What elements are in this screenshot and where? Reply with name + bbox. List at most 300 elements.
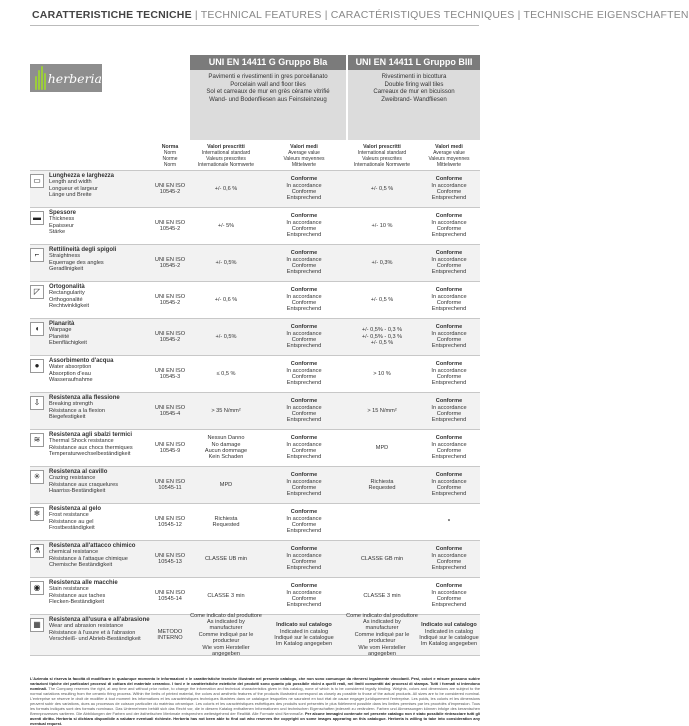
cell-line: In accordance	[431, 330, 467, 337]
prescribed-bia-cell	[190, 430, 262, 466]
cell-line: In accordance	[286, 515, 322, 522]
feature-translation: Rechtwinkligkeit	[49, 303, 90, 310]
cell-line: Wie vom Hersteller angegeben	[202, 644, 250, 658]
icon-cell	[30, 356, 46, 392]
cell-line: In accordance	[286, 330, 322, 337]
cell-line: No damage	[211, 441, 241, 448]
column-header-line: Valori prescritti	[207, 144, 245, 150]
norm-cell	[150, 356, 190, 392]
feature-name-cell	[46, 282, 150, 318]
cell-line: Entsprechend	[431, 491, 467, 498]
feature-translation: Frost resistance	[49, 512, 89, 519]
column-header-norm	[150, 142, 190, 170]
feature-name-cell	[46, 319, 150, 355]
icon-cell	[30, 467, 46, 503]
cell-line: Conforme	[290, 509, 318, 516]
column-header-prescribed-bia	[190, 142, 262, 170]
cell-line: Come indicato dal produttore	[346, 612, 418, 619]
cell-line: Conforme	[435, 250, 463, 257]
cell-line: Conforme	[436, 300, 462, 306]
cell-line: Entsprechend	[286, 306, 322, 313]
cell-line: Conforme	[435, 176, 463, 183]
cell-line: Wie vom Hersteller angegeben	[358, 644, 406, 658]
table-row	[30, 244, 480, 281]
norm-cell	[150, 615, 190, 655]
average-biii-cell	[418, 393, 480, 429]
prescribed-bia-cell	[190, 541, 262, 577]
cell-line: In accordance	[286, 478, 322, 485]
cell-line: In accordance	[431, 293, 467, 300]
cell-line: Conforme	[290, 250, 318, 257]
cell-line: Conforme	[435, 361, 463, 368]
average-bia-cell	[262, 319, 346, 355]
table-row	[30, 540, 480, 577]
column-header-line: Valori prescritti	[363, 144, 401, 150]
features-table	[30, 170, 480, 656]
cell-line: UNI EN ISO	[154, 515, 186, 522]
cell-line: UNI EN ISO	[154, 367, 186, 374]
group-desc-line: Rivestimenti in bicottura	[381, 73, 447, 80]
cell-line: 10545-12	[158, 522, 182, 528]
norm-cell	[150, 319, 190, 355]
average-bia-cell	[262, 615, 346, 655]
feature-name: Rettilineità degli spigoli	[49, 247, 117, 253]
prescribed-biii-cell	[346, 578, 418, 614]
feature-translation: Rectangularity	[49, 290, 85, 297]
column-header-line: Internationale Normwerte	[353, 162, 411, 168]
cell-line: Conforme	[436, 596, 462, 602]
cell-line: CLASSE GB min	[360, 555, 404, 562]
column-header-line: Mittelwerte	[436, 162, 462, 168]
cell-line: In accordance	[431, 404, 467, 411]
feature-name: Resistenza all'usura e all'abrasione	[49, 617, 150, 623]
norm-cell	[150, 541, 190, 577]
average-bia-cell	[262, 578, 346, 614]
feature-name-cell	[46, 541, 150, 577]
cell-line: Conforme	[436, 189, 462, 195]
cell-line: 10545-13	[158, 559, 182, 565]
thermal-shock-icon: ≋	[30, 433, 44, 447]
cell-line: Conforme	[291, 448, 317, 454]
feature-translation: Biegefestigkeit	[49, 414, 86, 421]
prescribed-bia-cell	[190, 578, 262, 614]
feature-translation: Résistance au gel	[49, 518, 94, 525]
cell-line: +/- 0,5%	[215, 333, 237, 340]
norm-cell	[150, 171, 190, 207]
cell-line: Entsprechend	[286, 602, 322, 609]
cell-line: Conforme	[436, 448, 462, 454]
feature-translation: Thickness	[49, 216, 75, 223]
average-biii-cell	[418, 208, 480, 244]
column-header-line: Valeurs prescrites	[362, 156, 402, 162]
cell-line: Indiqué sur le catalogue	[274, 635, 334, 641]
feature-name: Resistenza alle macchie	[49, 580, 118, 586]
feature-translation: Résistance aux craquelures	[49, 481, 119, 488]
group-description	[348, 70, 480, 103]
cell-line: +/- 10 %	[371, 222, 393, 229]
column-header-line: International standard	[357, 150, 407, 156]
cell-line: Conforme	[435, 546, 463, 553]
title-main: CARATTERISTICHE TECNICHE	[32, 9, 192, 21]
prescribed-bia-cell	[190, 171, 262, 207]
cell-line: Conforme	[435, 398, 463, 405]
column-header-line: Valori medi	[290, 144, 318, 150]
feature-name-cell	[46, 504, 150, 540]
column-header-line: Valeurs moyennes	[428, 156, 470, 162]
cell-line: +/- 0,5% - 0,3 %	[361, 327, 403, 334]
cell-line: Conforme	[436, 559, 462, 565]
prescribed-biii-cell	[346, 541, 418, 577]
feature-translation: chemical resistance	[49, 549, 99, 556]
average-bia-cell	[262, 467, 346, 503]
cell-line: Richiesta	[214, 515, 238, 522]
water-drop-icon: ●	[30, 359, 44, 373]
cell-line: Entsprechend	[286, 417, 322, 424]
cell-line: Aucun dommage	[204, 448, 248, 454]
cell-line: Entsprechend	[286, 195, 322, 202]
average-biii-cell	[418, 356, 480, 392]
cell-line: 10545-14	[158, 596, 182, 602]
average-biii-cell	[418, 467, 480, 503]
feature-translation: Ebenflächigkeit	[49, 340, 87, 347]
norm-cell	[150, 504, 190, 540]
icon-cell	[30, 430, 46, 466]
cell-line: Conforme	[291, 226, 317, 232]
feature-name: Ortogonalità	[49, 284, 85, 290]
average-biii-cell	[418, 282, 480, 318]
cell-line: Entsprechend	[286, 269, 322, 276]
feature-translation: Equerrage des angles	[49, 259, 104, 266]
cell-line: Conforme	[291, 189, 317, 195]
cell-line: Entsprechend	[431, 232, 467, 239]
group-desc-line: Carreaux de mur en bicuisson	[373, 88, 455, 96]
average-bia-cell	[262, 356, 346, 392]
feature-translation: Résistance à l'attaque chimique	[49, 555, 128, 562]
cell-line: UNI EN ISO	[154, 552, 186, 559]
page-title	[32, 9, 689, 21]
norm-cell	[150, 430, 190, 466]
prescribed-biii-cell	[346, 245, 418, 281]
average-biii-cell	[418, 615, 480, 655]
icon-cell	[30, 615, 46, 655]
cell-line: Conforme	[436, 226, 462, 232]
icon-cell	[30, 245, 46, 281]
table-row	[30, 614, 480, 656]
average-bia-cell	[262, 208, 346, 244]
cell-line: > 35 N/mm²	[211, 407, 241, 414]
cell-line: Entsprechend	[286, 565, 322, 572]
column-header-line: Norme	[162, 156, 178, 162]
cell-line: UNI EN ISO	[154, 589, 186, 596]
column-header-line: Average value	[288, 150, 320, 156]
cell-line: 10545-2	[159, 263, 181, 269]
cell-line: Conforme	[290, 583, 318, 590]
group-header-biii	[348, 55, 480, 140]
cell-line: Nessun Danno	[207, 435, 245, 442]
cell-line: Conforme	[291, 596, 317, 602]
cell-line: Entsprechend	[431, 565, 467, 572]
cell-line: Entsprechend	[431, 454, 467, 461]
cell-line: Conforme	[290, 398, 318, 405]
cell-line: Conforme	[290, 435, 318, 442]
icon-cell	[30, 504, 46, 540]
column-header-line: Average value	[433, 150, 465, 156]
cell-line: Conforme	[290, 176, 318, 183]
column-header-line: Valori medi	[435, 144, 463, 150]
table-row	[30, 577, 480, 614]
cell-line: +/- 0,5% - 0,3 %	[361, 333, 403, 340]
prescribed-bia-cell	[190, 319, 262, 355]
norm-cell	[150, 393, 190, 429]
group-desc-line: Sol et carreaux de mur en grès cérame vitrifié	[206, 88, 330, 96]
cell-line: Conforme	[291, 374, 317, 380]
table-row	[30, 392, 480, 429]
feature-translation: Absorption d'eau	[49, 370, 91, 377]
cell-line: Conforme	[436, 485, 462, 491]
disclaimer-lead: L'Azienda si riserva la facoltà di modificare in qualunque momento le informazioni e le caratteristiche tecniche illustrate nel presente catalogo, che non sono comunque da ritenersi legalmente vincolanti. Pesi, colori e misure possono subire variazioni tipiche dei particolari processi di cottura del materiale ceramico. I toni e le caratteristiche estetiche dei prodotti sono quanto più possibile vicini a quelli reali, nei limiti consentiti dai processi di stampa. Tutti i formati si intendono nominali.	[30, 676, 480, 691]
cell-line: In accordance	[286, 589, 322, 596]
feature-translation: Chemische Beständigkeit	[49, 562, 113, 569]
table-row	[30, 281, 480, 318]
prescribed-bia-cell	[190, 612, 262, 658]
cell-line: +/- 0,5%	[215, 259, 237, 266]
column-header-line: International standard	[201, 150, 251, 156]
cell-line: Conforme	[436, 337, 462, 343]
icon-cell	[30, 541, 46, 577]
thickness-icon: ▬	[30, 211, 44, 225]
average-bia-cell	[262, 393, 346, 429]
crazing-icon: ✳	[30, 470, 44, 484]
cell-line: Entsprechend	[431, 343, 467, 350]
cell-line: In accordance	[286, 367, 322, 374]
prescribed-biii-cell	[346, 612, 418, 658]
cell-line: Indicated in catalog	[424, 628, 474, 635]
cell-line: Conforme	[435, 324, 463, 331]
feature-translation: Résistance à l'usure et à l'abrasion	[49, 629, 136, 636]
cell-line: CLASSE 3 min	[207, 592, 245, 599]
prescribed-bia-cell	[190, 245, 262, 281]
feature-translation: Haarriss-Beständigkeit	[49, 488, 106, 495]
cell-line: Conforme	[436, 374, 462, 380]
cell-line: Conforme	[290, 361, 318, 368]
cell-line: In accordance	[286, 552, 322, 559]
average-biii-cell	[418, 541, 480, 577]
average-bia-cell	[262, 171, 346, 207]
feature-name: Resistenza al cavillo	[49, 469, 108, 475]
cell-line: Entsprechend	[431, 417, 467, 424]
cell-line: In accordance	[431, 182, 467, 189]
column-header-line: Norma	[161, 144, 179, 150]
average-biii-cell	[418, 319, 480, 355]
cell-line: Conforme	[291, 263, 317, 269]
icon-cell	[30, 393, 46, 429]
feature-translation: Stain resistance	[49, 586, 89, 593]
table-row	[30, 355, 480, 392]
cell-line: Conforme	[291, 300, 317, 306]
cell-line: Conforme	[291, 559, 317, 565]
cell-line: Im Katalog angegeben	[275, 641, 333, 648]
feature-translation: Straightness	[49, 253, 81, 260]
cell-line: In accordance	[431, 367, 467, 374]
cell-line: *	[447, 518, 451, 525]
feature-name: Resistenza all'attacco chimico	[49, 543, 136, 549]
average-biii-cell	[418, 430, 480, 466]
cell-line: Entsprechend	[431, 602, 467, 609]
cell-line: Conforme	[290, 324, 318, 331]
cell-line: Conforme	[435, 213, 463, 220]
cell-line: Conforme	[290, 287, 318, 294]
feature-name-cell	[46, 393, 150, 429]
feature-name: Spessore	[49, 210, 77, 216]
cell-line: Conforme	[290, 472, 318, 479]
cell-line: MPD	[219, 481, 233, 488]
feature-translation: Length and width	[49, 179, 92, 186]
cell-line: In accordance	[431, 256, 467, 263]
herberia-logo	[30, 64, 102, 92]
cell-line: Come indicato dal produttore	[190, 612, 262, 619]
cell-line: As indicated by manufacturer	[363, 618, 401, 632]
cell-line: Entsprechend	[431, 380, 467, 387]
feature-translation: Water absorption	[49, 364, 92, 371]
prescribed-biii-cell	[346, 504, 418, 540]
prescribed-biii-cell	[346, 208, 418, 244]
feature-translation: Epaisseur	[49, 222, 74, 229]
cell-line: Indiqué sur le catalogue	[419, 635, 479, 641]
cell-line: UNI EN ISO	[154, 404, 186, 411]
chemical-icon: ⚗	[30, 544, 44, 558]
abrasion-icon: ▦	[30, 618, 44, 632]
disclaimer-body: The Company reserves the right, at any time and without prior notice, to change the information and technical characteristics given in this catalog, none of which is to be considered legally binding. Weights, colors and dimensions are subject to the normal variations resulting from the ceramic firing process. Within the limits of printed material, the colors and aesthetic features of the products illustrated correspond as closely as possible to those of the actual products. All sizes are to be considered nominal. L'entreprise se réserve le droit de modifier à tout moment les informations et les caractéristiques techniques illustrées dans ce catalogue lesquelles ne sauraient en tout état de cause engager juridiquement l'entreprise. Les poids, les coloris et les dimensions peuvent subir des variations, dues au processus de cuisson particulier du matériau céramique. Les coloris et les caractéristiques esthétiques des produits sont présentés le plus fidèlement possible dans les limites permises par les procédés d'impression. Tous les formats indiqués sont des formats nominaux. Das Unternehmen behält sich das Recht vor, die in diesem Katalog enthaltenen Informationen und technischen Eigenschaften jederzeit zu verändern. Farben und Abmessungen können infolge des keramischen Brennprozesses variieren. Die Abbildungen der Farben und der ästhetischen Merkmale entsprechen weitestgehend der Realität. Alle Formate sind Nennmaße.	[30, 686, 480, 716]
feature-name-cell	[46, 356, 150, 392]
norm-cell	[150, 282, 190, 318]
feature-name: Lunghezza e larghezza	[49, 173, 115, 179]
prescribed-biii-cell	[346, 430, 418, 466]
prescribed-bia-cell	[190, 393, 262, 429]
cell-line: As indicated by manufacturer	[207, 618, 245, 632]
feature-translation: Breaking strength	[49, 401, 93, 408]
group-title: UNI EN 14411 L Gruppo BIII	[348, 55, 480, 70]
feature-translation: Stärke	[49, 229, 66, 236]
column-header-prescribed-biii	[346, 142, 418, 170]
cell-line: Conforme	[290, 213, 318, 220]
cell-line: +/- 5%	[217, 222, 235, 229]
column-header-line: Valeurs moyennes	[283, 156, 325, 162]
cell-line: MPD	[375, 444, 389, 451]
prescribed-biii-cell	[346, 319, 418, 355]
cell-line: Indicato sul catalogo	[421, 622, 477, 629]
cell-line: Conforme	[435, 435, 463, 442]
table-row	[30, 207, 480, 244]
cell-line: In accordance	[286, 219, 322, 226]
cell-line: Requested	[368, 485, 396, 491]
feature-translation: Wear and abrasion resistance	[49, 623, 124, 630]
average-biii-cell	[418, 171, 480, 207]
cell-line: Conforme	[435, 472, 463, 479]
disclaimer-rights: Per alcune immagini contenute nel presente catalogo non è stato possibile rintracciare tutti gli aventi diritto. Herberia si dichiara disponibile a valutare eventuali richieste. Herberia has not been able to find out who reserves the copyright on some images appearing on this catalogue. Herberia is willing to take into consideration any eventual request.	[30, 711, 480, 726]
cell-line: UNI EN ISO	[154, 293, 186, 300]
cell-line: Conforme	[435, 583, 463, 590]
feature-translation: Longueur et largeur	[49, 185, 98, 192]
icon-cell	[30, 578, 46, 614]
cell-line: Comme indiqué par le producteur	[354, 631, 410, 645]
feature-translation: Geradlinigkeit	[49, 266, 84, 273]
cell-line: Conforme	[291, 485, 317, 491]
norm-cell	[150, 245, 190, 281]
warpage-icon: ◖	[30, 322, 44, 336]
group-desc-line: Wand- und Bodenfliesen aus Feinsteinzeug	[209, 95, 327, 103]
cell-line: ≤ 0,5 %	[216, 370, 236, 377]
table-row	[30, 466, 480, 503]
rectangularity-icon: ◸	[30, 285, 44, 299]
cell-line: +/- 0,6 %	[214, 296, 238, 303]
group-header-bia	[190, 55, 346, 140]
prescribed-bia-cell	[190, 467, 262, 503]
norm-cell	[150, 467, 190, 503]
average-bia-cell	[262, 504, 346, 540]
feature-name: Assorbimento d'acqua	[49, 358, 114, 364]
cell-line: > 10 %	[373, 370, 391, 377]
feature-translation: Résistance a la flexion	[49, 407, 105, 414]
feature-name: Resistenza agli sbalzi termici	[49, 432, 133, 438]
norm-cell	[150, 578, 190, 614]
feature-translation: Warpage	[49, 327, 72, 334]
prescribed-biii-cell	[346, 282, 418, 318]
title-subtitle: | TECHNICAL FEATURES | CARACTÉRISTIQUES TECHNIQUES | TECHNISCHE EIGENSCHAFTEN	[191, 9, 689, 21]
feature-name: Resistenza alla flessione	[49, 395, 120, 401]
column-header-average-biii	[418, 142, 480, 170]
cell-line: 10545-2	[159, 189, 181, 195]
cell-line: Conforme	[435, 287, 463, 294]
icon-cell	[30, 171, 46, 207]
cell-line: > 15 N/mm²	[367, 407, 397, 414]
cell-line: UNI EN ISO	[154, 330, 186, 337]
cell-line: Conforme	[436, 263, 462, 269]
cell-line: Entsprechend	[286, 380, 322, 387]
length-width-icon: ▭	[30, 174, 44, 188]
column-header-average-bia	[262, 142, 346, 170]
cell-line: In accordance	[431, 219, 467, 226]
table-row	[30, 503, 480, 540]
feature-name-cell	[46, 245, 150, 281]
feature-name-cell	[46, 615, 150, 655]
group-desc-line: Pavimenti e rivestimenti in gres porcellanato	[208, 73, 328, 80]
straightness-icon: ⌐	[30, 248, 44, 262]
feature-name: Resistenza al gelo	[49, 506, 102, 512]
cell-line: In accordance	[431, 552, 467, 559]
cell-line: UNI EN ISO	[154, 478, 186, 485]
feature-translation: Wasseraufnahme	[49, 377, 93, 384]
title-divider	[30, 25, 479, 26]
average-biii-cell	[418, 578, 480, 614]
feature-name-cell	[46, 578, 150, 614]
cell-line: Conforme	[291, 522, 317, 528]
cell-line: Conforme	[436, 411, 462, 417]
cell-line: In accordance	[431, 589, 467, 596]
feature-translation: Résistance aux taches	[49, 592, 106, 599]
cell-line: 10545-11	[158, 485, 182, 491]
feature-name-cell	[46, 171, 150, 207]
average-biii-cell	[418, 245, 480, 281]
cell-line: In accordance	[286, 256, 322, 263]
cell-line: +/- 0,5 %	[370, 296, 394, 303]
feature-translation: Crazing resistance	[49, 475, 96, 482]
breaking-strength-icon: ⇩	[30, 396, 44, 410]
feature-name: Planarità	[49, 321, 75, 327]
cell-line: Conforme	[290, 546, 318, 553]
prescribed-bia-cell	[190, 282, 262, 318]
cell-line: +/- 0,3%	[371, 259, 393, 266]
cell-line: Conforme	[291, 411, 317, 417]
